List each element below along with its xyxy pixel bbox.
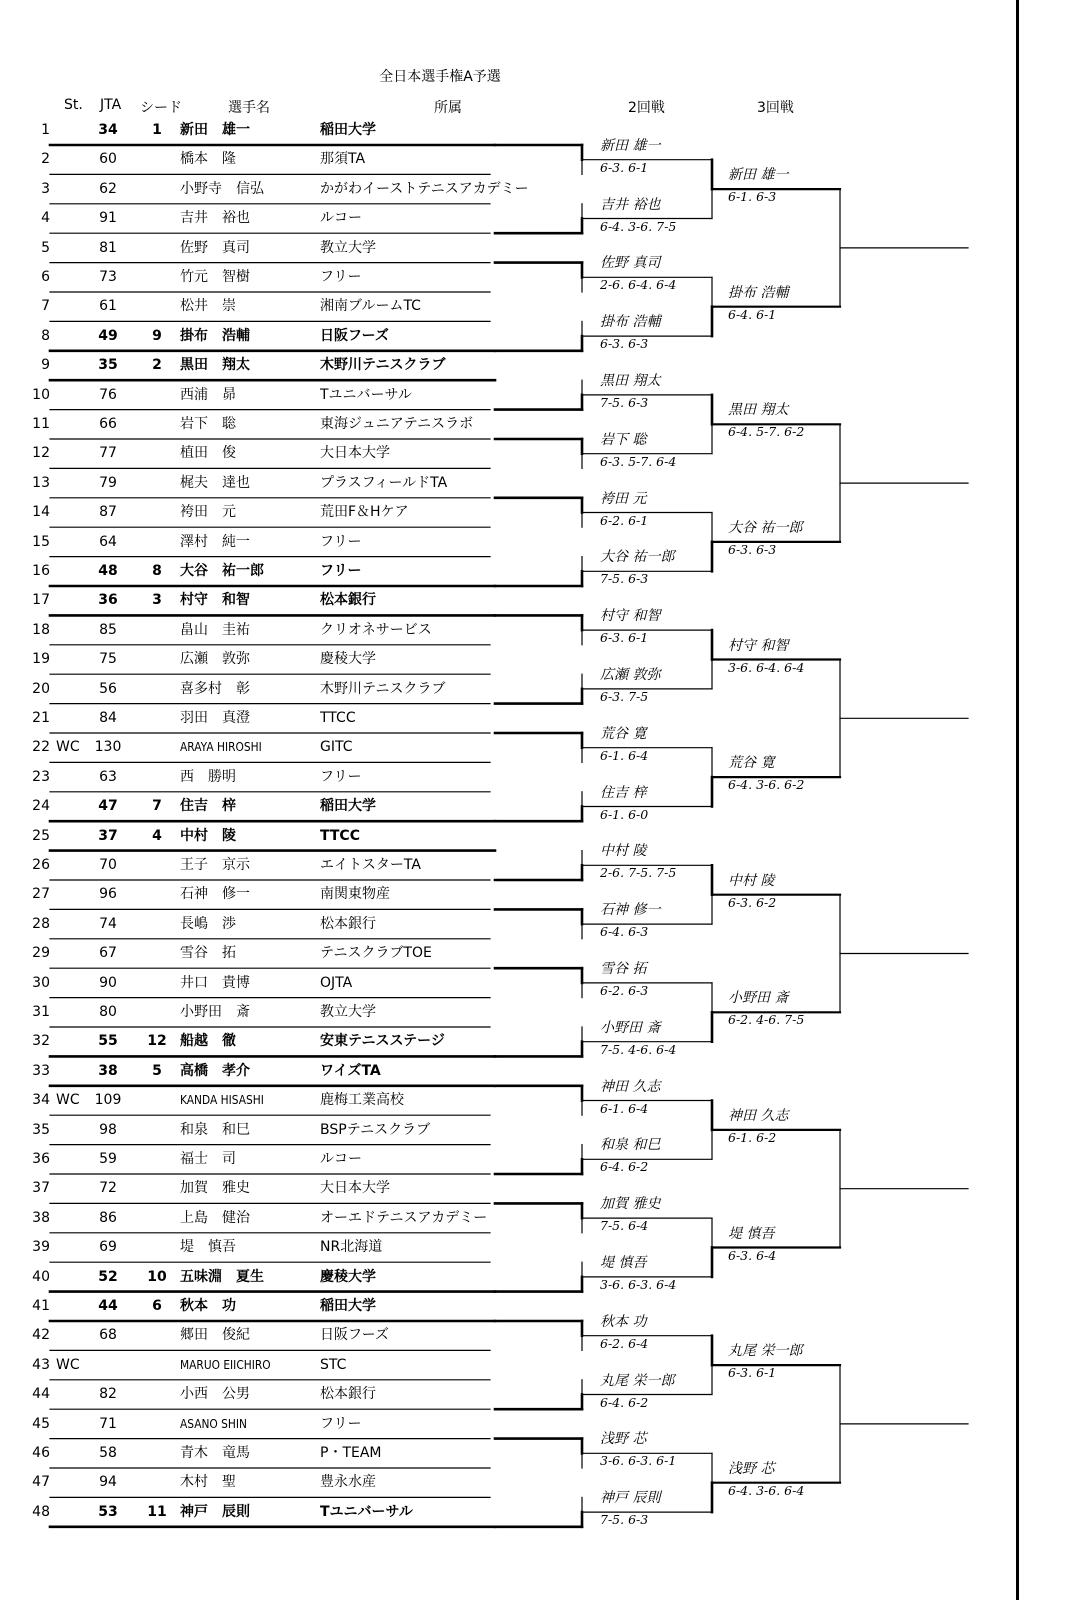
jta-rank: 68	[99, 1327, 117, 1344]
player-name: 岩下 聡	[180, 416, 236, 432]
jta-rank: 87	[99, 504, 117, 521]
jta-rank: 52	[98, 1268, 118, 1285]
player-club: 松本銀行	[320, 915, 376, 932]
jta-rank: 53	[98, 1503, 118, 1520]
player-club: GITC	[320, 739, 353, 756]
player-name: 小野田 斎	[180, 1004, 250, 1020]
header-round3: 3回戦	[757, 100, 794, 116]
player-club: プラスフィールドTA	[320, 474, 448, 491]
round2-winner: 小野田 斎	[600, 1019, 661, 1036]
entry-number: 40	[32, 1268, 50, 1285]
player-name: 和泉 和巳	[180, 1121, 250, 1138]
round2-score: 6-4. 3-6. 7-5	[600, 218, 677, 234]
entry-number: 10	[32, 386, 50, 403]
player-name: 木村 聖	[180, 1474, 236, 1491]
jta-rank: 38	[98, 1062, 118, 1079]
jta-rank: 85	[99, 621, 117, 638]
round2-winner: 雪谷 拓	[600, 960, 647, 977]
player-club: 豊永水産	[320, 1474, 376, 1491]
entry-number: 42	[32, 1327, 50, 1344]
page-title: 全日本選手権A予選	[379, 69, 501, 85]
jta-rank: 58	[99, 1445, 117, 1461]
round3-winner: 黒田 翔太	[728, 402, 789, 419]
player-club: STC	[320, 1356, 347, 1373]
seed-number: 10	[147, 1268, 167, 1285]
player-club: オーエドテニスアカデミー	[320, 1209, 488, 1226]
entry-number: 32	[32, 1033, 50, 1050]
header-st: St.	[64, 97, 83, 113]
round2-score: 7-5. 6-4	[600, 1218, 649, 1234]
round2-score: 7-5. 6-3	[600, 394, 649, 410]
round2-score: 6-4. 6-2	[600, 1159, 649, 1175]
player-club: フリー	[320, 563, 362, 579]
player-name: ASANO SHIN	[180, 1415, 247, 1431]
player-club: 教立大学	[320, 1004, 376, 1020]
jta-rank: 47	[98, 798, 118, 815]
player-club: エイトスターTA	[320, 857, 421, 873]
round2-score: 6-2. 6-4	[600, 1335, 649, 1351]
player-name: 小西 公男	[180, 1386, 250, 1403]
entry-number: 20	[32, 680, 50, 697]
player-club: 荒田F＆Hケア	[320, 504, 409, 521]
round2-score: 6-4. 6-3	[600, 924, 649, 940]
entry-number: 38	[32, 1209, 50, 1226]
round3-winner: 大谷 祐一郎	[728, 519, 803, 536]
player-name: 堤 慎吾	[180, 1239, 236, 1256]
player-name: 喜多村 彰	[180, 680, 250, 697]
player-club: 日阪フーズ	[320, 327, 389, 344]
player-name: 梶夫 達也	[180, 474, 250, 491]
round2-winner: 秋本 功	[600, 1313, 647, 1330]
player-name: 広瀬 敦弥	[180, 651, 250, 668]
jta-rank: 130	[94, 739, 122, 756]
player-club: Tユニバーサル	[320, 386, 412, 403]
player-club: フリー	[320, 1415, 362, 1432]
player-name: MARUO EIICHIRO	[180, 1356, 271, 1372]
seed-number: 11	[147, 1503, 167, 1520]
round3-winner: 新田 雄一	[728, 167, 789, 184]
entry-number: 19	[32, 651, 50, 668]
entry-number: 26	[32, 857, 50, 873]
seed-number: 5	[152, 1062, 162, 1079]
jta-rank: 79	[99, 474, 117, 491]
round3-score: 6-4. 5-7. 6-2	[728, 424, 805, 440]
wildcard-label: WC	[56, 739, 80, 756]
player-name: 吉井 裕也	[180, 210, 250, 227]
page-border	[1016, 0, 1019, 1600]
entry-number: 23	[32, 768, 50, 785]
jta-rank: 84	[99, 710, 117, 726]
seed-number: 6	[152, 1298, 162, 1314]
seed-number: 7	[152, 798, 162, 815]
jta-rank: 66	[99, 416, 117, 432]
jta-rank: 98	[99, 1121, 117, 1138]
round3-winner: 掛布 浩輔	[728, 284, 789, 301]
round2-score: 2-6. 7-5. 7-5	[600, 865, 677, 881]
round3-winner: 神田 久志	[728, 1107, 789, 1124]
round3-score: 6-3. 6-4	[728, 1247, 777, 1263]
entry-number: 2	[41, 151, 50, 168]
round2-winner: 荒谷 寛	[600, 725, 647, 742]
player-club: 教立大学	[320, 239, 376, 256]
round3-score: 6-4. 6-1	[728, 306, 777, 322]
round2-winner: 佐野 真司	[600, 255, 661, 272]
seed-number: 9	[152, 327, 162, 344]
wildcard-label: WC	[56, 1092, 80, 1109]
player-name: 青木 竜馬	[180, 1445, 250, 1461]
jta-rank: 67	[99, 945, 117, 962]
round3-score: 6-1. 6-2	[728, 1129, 777, 1145]
entry-number: 17	[32, 592, 50, 609]
entry-number: 25	[32, 827, 50, 844]
player-name: 秋本 功	[180, 1298, 236, 1314]
jta-rank: 70	[99, 857, 117, 873]
round2-score: 6-2. 6-1	[600, 512, 649, 528]
player-club: NR北海道	[320, 1239, 383, 1256]
entry-number: 3	[41, 180, 50, 197]
round2-winner: 加賀 雅史	[600, 1196, 661, 1213]
jta-rank: 59	[99, 1151, 117, 1167]
round3-winner: 丸尾 栄一郎	[728, 1343, 803, 1360]
jta-rank: 34	[98, 122, 118, 138]
jta-rank: 82	[99, 1386, 117, 1403]
player-name: 村守 和智	[180, 592, 250, 609]
jta-rank: 49	[98, 327, 118, 344]
round2-winner: 広瀬 敦弥	[600, 666, 661, 683]
header-player-name: 選手名	[228, 100, 270, 116]
round2-score: 7-5. 6-3	[600, 1512, 649, 1528]
player-club: テニスクラブTOE	[320, 945, 432, 962]
player-club: P・TEAM	[320, 1445, 382, 1461]
round3-score: 6-1. 6-3	[728, 189, 777, 205]
entry-number: 21	[32, 710, 50, 726]
jta-rank: 56	[99, 680, 117, 697]
player-club: BSPテニスクラブ	[320, 1121, 431, 1138]
player-club: 松本銀行	[320, 1386, 376, 1403]
round2-winner: 和泉 和巳	[600, 1137, 661, 1154]
entry-number: 24	[32, 798, 50, 815]
entry-number: 35	[32, 1121, 50, 1138]
player-club: 木野川テニスクラブ	[320, 680, 446, 697]
player-club: 稲田大学	[320, 1298, 376, 1314]
player-club: 木野川テニスクラブ	[320, 357, 446, 374]
player-name: 五味淵 夏生	[180, 1268, 264, 1285]
player-club: 南関東物産	[320, 886, 390, 903]
jta-rank: 75	[99, 651, 117, 668]
round2-winner: 黒田 翔太	[600, 372, 661, 389]
player-club: 慶稜大学	[320, 651, 376, 668]
player-name: 掛布 浩輔	[180, 327, 250, 344]
entry-number: 41	[32, 1298, 50, 1314]
round2-score: 6-3. 6-1	[600, 159, 649, 175]
player-name: 松井 崇	[180, 298, 236, 315]
round2-score: 6-3. 6-3	[600, 336, 649, 352]
entry-number: 29	[32, 945, 50, 962]
round2-score: 7-5. 6-3	[600, 571, 649, 587]
jta-rank: 61	[99, 298, 117, 315]
player-name: 雪谷 拓	[180, 945, 236, 962]
player-club: 稲田大学	[320, 122, 376, 138]
round2-winner: 丸尾 栄一郎	[600, 1372, 675, 1389]
player-club: 湘南ブルームTC	[320, 298, 421, 315]
player-club: 那須TA	[320, 151, 366, 168]
player-club: 大日本大学	[320, 1180, 390, 1197]
player-club: 安東テニスステージ	[320, 1033, 445, 1050]
seed-number: 8	[152, 563, 162, 579]
player-name: 黒田 翔太	[180, 357, 250, 374]
round3-score: 6-3. 6-2	[728, 894, 777, 910]
header-seed: シード	[140, 100, 182, 116]
round3-score: 6-4. 3-6. 6-4	[728, 1482, 805, 1498]
header-club: 所属	[434, 100, 462, 116]
round2-winner: 神田 久志	[600, 1078, 661, 1095]
entry-number: 28	[32, 915, 50, 932]
entry-number: 13	[32, 474, 50, 491]
entry-number: 22	[32, 739, 50, 756]
entry-number: 5	[41, 239, 50, 256]
entry-number: 15	[32, 533, 50, 550]
round2-winner: 新田 雄一	[600, 137, 661, 154]
player-club: ルコー	[320, 1151, 362, 1167]
jta-rank: 63	[99, 768, 117, 785]
round2-score: 2-6. 6-4. 6-4	[600, 277, 677, 293]
jta-rank: 48	[98, 563, 118, 579]
player-name: 王子 京示	[180, 857, 250, 873]
round2-winner: 岩下 聡	[600, 431, 647, 448]
header-jta: JTA	[100, 97, 122, 113]
jta-rank: 71	[99, 1415, 117, 1432]
entry-number: 44	[32, 1386, 50, 1403]
player-name: 船越 徹	[180, 1033, 236, 1050]
jta-rank: 55	[98, 1033, 118, 1050]
entry-number: 27	[32, 886, 50, 903]
jta-rank: 73	[99, 269, 117, 285]
round3-score: 3-6. 6-4. 6-4	[728, 659, 805, 675]
round2-winner: 掛布 浩輔	[600, 314, 661, 331]
entry-number: 47	[32, 1474, 50, 1491]
player-name: 加賀 雅史	[180, 1180, 250, 1197]
player-club: 東海ジュニアテニスラボ	[320, 416, 474, 432]
jta-rank: 90	[99, 974, 117, 991]
player-name: 中村 陵	[180, 827, 236, 844]
player-name: 新田 雄一	[180, 122, 250, 138]
player-name: 澤村 純一	[180, 533, 250, 550]
round2-score: 6-1. 6-0	[600, 806, 649, 822]
jta-rank: 74	[99, 915, 117, 932]
round2-score: 3-6. 6-3. 6-4	[600, 1276, 677, 1292]
round2-winner: 石神 修一	[600, 902, 661, 919]
player-name: 高橋 孝介	[180, 1062, 250, 1079]
jta-rank: 96	[99, 886, 117, 903]
round2-winner: 浅野 芯	[600, 1431, 647, 1448]
player-club: クリオネサービス	[320, 621, 432, 638]
round3-score: 6-3. 6-1	[728, 1365, 777, 1381]
player-name: 植田 俊	[180, 445, 236, 462]
round2-winner: 袴田 元	[600, 490, 647, 507]
round2-score: 6-3. 7-5	[600, 688, 649, 704]
jta-rank: 69	[99, 1239, 117, 1256]
round2-winner: 神戸 辰則	[600, 1490, 661, 1507]
player-name: 石神 修一	[180, 886, 250, 903]
entry-number: 36	[32, 1151, 50, 1167]
player-name: 小野寺 信弘	[180, 180, 264, 197]
entry-number: 31	[32, 1004, 50, 1020]
round3-score: 6-2. 4-6. 7-5	[728, 1012, 805, 1028]
round2-winner: 堤 慎吾	[600, 1254, 647, 1271]
entry-number: 34	[32, 1092, 50, 1109]
round2-winner: 大谷 祐一郎	[600, 549, 675, 566]
player-name: 長嶋 渉	[180, 915, 236, 932]
player-name: 橋本 隆	[180, 151, 236, 168]
player-name: ARAYA HIROSHI	[180, 739, 262, 755]
player-club: TTCC	[320, 710, 356, 726]
seed-number: 4	[152, 827, 162, 844]
jta-rank: 86	[99, 1209, 117, 1226]
entry-number: 1	[41, 122, 50, 138]
player-name: 羽田 真澄	[180, 710, 250, 726]
round3-winner: 小野田 斎	[728, 990, 789, 1007]
player-club: 稲田大学	[320, 798, 376, 815]
entry-number: 6	[41, 269, 50, 285]
player-club: フリー	[320, 533, 362, 550]
round2-winner: 村守 和智	[600, 608, 661, 625]
entry-number: 11	[32, 416, 50, 432]
round2-score: 6-3. 5-7. 6-4	[600, 453, 677, 469]
player-name: 西浦 昴	[180, 386, 236, 403]
player-name: 西 勝明	[180, 768, 236, 785]
player-name: 住吉 梓	[180, 798, 236, 815]
jta-rank: 60	[99, 151, 117, 168]
player-name: 神戸 辰則	[180, 1503, 250, 1520]
round3-score: 6-3. 6-3	[728, 541, 777, 557]
player-name: 福士 司	[180, 1151, 236, 1167]
player-name: 上島 健治	[180, 1209, 250, 1226]
player-club: 大日本大学	[320, 445, 390, 462]
round2-winner: 吉井 裕也	[600, 196, 661, 213]
entry-number: 18	[32, 621, 50, 638]
jta-rank: 94	[99, 1474, 117, 1491]
round3-winner: 浅野 芯	[728, 1460, 775, 1477]
entry-number: 48	[32, 1503, 50, 1520]
jta-rank: 76	[99, 386, 117, 403]
jta-rank: 80	[99, 1004, 117, 1020]
player-club: OJTA	[320, 974, 353, 991]
player-name: 大谷 祐一郎	[180, 563, 264, 579]
jta-rank: 62	[99, 180, 117, 197]
player-club: フリー	[320, 768, 362, 785]
entry-number: 7	[41, 298, 50, 315]
player-club: ルコー	[320, 210, 362, 227]
jta-rank: 72	[99, 1180, 117, 1197]
entry-number: 9	[41, 357, 50, 374]
player-club: TTCC	[320, 827, 360, 844]
seed-number: 12	[147, 1033, 167, 1050]
jta-rank: 36	[98, 592, 118, 609]
round2-score: 6-1. 6-4	[600, 1100, 649, 1116]
entry-number: 37	[32, 1180, 50, 1197]
entry-number: 43	[32, 1356, 50, 1373]
entry-number: 4	[41, 210, 50, 227]
round3-winner: 中村 陵	[728, 872, 775, 889]
jta-rank: 81	[99, 239, 117, 256]
player-name: KANDA HISASHI	[180, 1092, 264, 1108]
round3-winner: 堤 慎吾	[728, 1225, 775, 1242]
wildcard-label: WC	[56, 1356, 80, 1373]
entry-number: 33	[32, 1062, 50, 1079]
player-name: 郷田 俊紀	[180, 1327, 250, 1344]
header-round2: 2回戦	[628, 100, 665, 116]
round3-winner: 村守 和智	[728, 637, 789, 654]
round2-score: 6-1. 6-4	[600, 747, 649, 763]
seed-number: 2	[152, 357, 162, 374]
player-name: 井口 貴博	[180, 974, 250, 991]
round2-winner: 住吉 梓	[600, 784, 647, 801]
seed-number: 1	[152, 122, 162, 138]
player-club: 松本銀行	[320, 592, 376, 609]
jta-rank: 37	[98, 827, 118, 844]
jta-rank: 35	[98, 357, 118, 374]
jta-rank: 109	[94, 1092, 122, 1109]
seed-number: 3	[152, 592, 162, 609]
jta-rank: 64	[99, 533, 117, 550]
round2-score: 6-2. 6-3	[600, 982, 649, 998]
player-club: 日阪フーズ	[320, 1327, 389, 1344]
jta-rank: 77	[99, 445, 117, 462]
player-club: 慶稜大学	[320, 1268, 376, 1285]
player-name: 畠山 圭祐	[180, 621, 250, 638]
round3-score: 6-4. 3-6. 6-2	[728, 777, 805, 793]
jta-rank: 91	[99, 210, 117, 227]
round2-score: 7-5. 4-6. 6-4	[600, 1041, 677, 1057]
player-club: Tユニバーサル	[320, 1503, 413, 1520]
entry-number: 45	[32, 1415, 50, 1432]
round2-score: 3-6. 6-3. 6-1	[600, 1453, 677, 1469]
round3-winner: 荒谷 寛	[728, 755, 775, 772]
round2-winner: 中村 陵	[600, 843, 647, 860]
entry-number: 14	[32, 504, 50, 521]
player-name: 袴田 元	[180, 504, 236, 521]
round2-score: 6-4. 6-2	[600, 1394, 649, 1410]
entry-number: 39	[32, 1239, 50, 1256]
jta-rank: 44	[98, 1298, 118, 1314]
entry-number: 30	[32, 974, 50, 991]
entry-number: 16	[32, 563, 50, 579]
player-club: フリー	[320, 269, 362, 285]
player-name: 竹元 智樹	[180, 269, 250, 285]
entry-number: 12	[32, 445, 50, 462]
round2-score: 6-3. 6-1	[600, 630, 649, 646]
entry-number: 8	[41, 327, 50, 344]
entry-number: 46	[32, 1445, 50, 1461]
player-club: かがわイーストテニスアカデミー	[320, 180, 529, 197]
player-club: ワイズTA	[320, 1062, 381, 1079]
player-club: 鹿梅工業高校	[320, 1092, 404, 1109]
player-name: 佐野 真司	[180, 239, 250, 256]
